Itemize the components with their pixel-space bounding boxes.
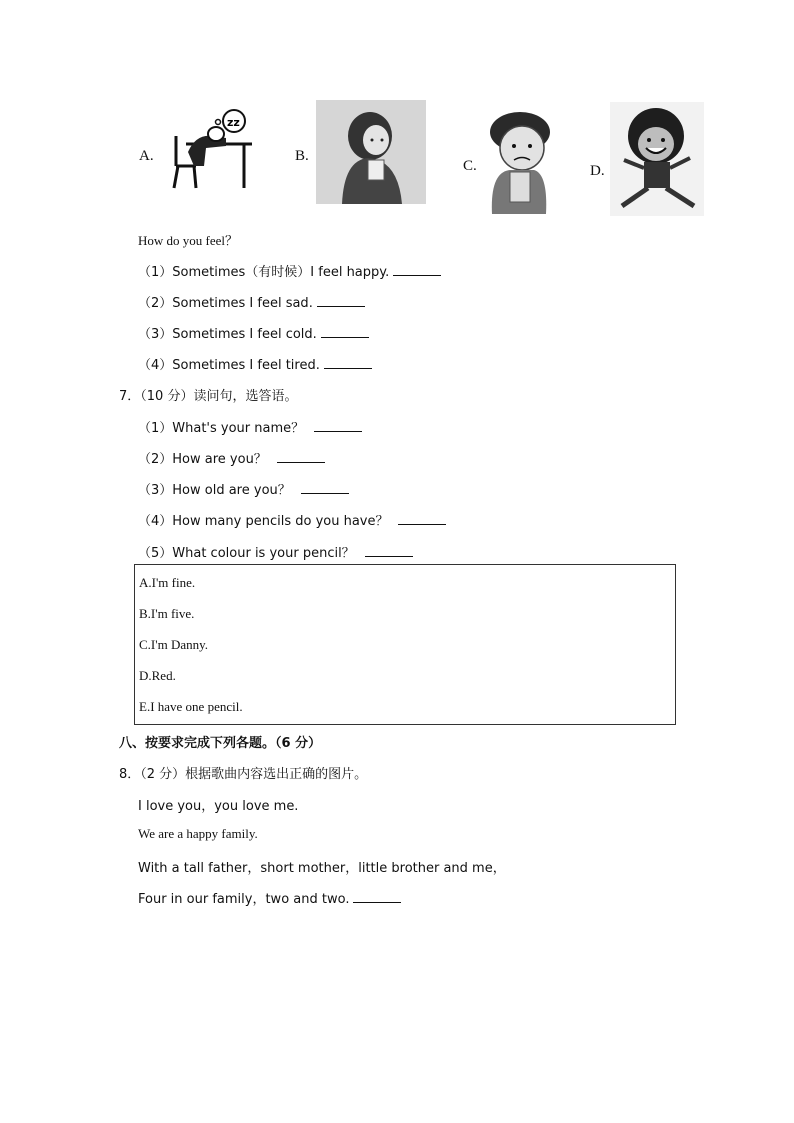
answer-blank[interactable] [365, 545, 413, 557]
q7-item-5 [138, 542, 413, 561]
option-letter-c: C. [463, 158, 477, 174]
q7-item-4-text: （4）How many pencils do you have？ [138, 514, 389, 529]
option-b: B.I'm five. [139, 606, 195, 621]
q6-prompt: How do you feel？ [138, 233, 239, 248]
option-d: D.Red. [139, 668, 176, 683]
lyric-line-4-text: Four in our family，two and two. [138, 892, 350, 907]
q7-title: 7．（10 分）读问句，选答语。 [119, 389, 298, 404]
option-e: E.I have one pencil. [139, 699, 243, 714]
answer-blank[interactable] [353, 891, 401, 903]
answer-blank[interactable] [324, 357, 372, 369]
q6-item-4-text: （4）Sometimes I feel tired. [138, 358, 320, 373]
q8-title: 8．（2 分）根据歌曲内容选出正确的图片。 [119, 767, 368, 782]
q7-item-4 [138, 510, 446, 529]
cold-girl-icon [316, 100, 426, 204]
sleeping-at-desk-icon [166, 108, 256, 190]
sad-boy-icon [486, 110, 554, 214]
q6-item-3-text: （3）Sometimes I feel cold. [138, 327, 317, 342]
q7-item-5-text: （5）What colour is your pencil？ [138, 546, 355, 561]
section-heading: 八、按要求完成下列各题。（6 分） [119, 736, 322, 751]
q7-item-3-text: （3）How old are you？ [138, 483, 291, 498]
answer-blank[interactable] [314, 420, 362, 432]
option-c: C.I'm Danny. [139, 637, 209, 652]
answer-blank[interactable] [277, 451, 325, 463]
q7-item-1 [138, 417, 362, 436]
q6-item-1-text: （1）Sometimes（有时候）I feel happy. [138, 265, 390, 280]
answer-blank[interactable] [301, 482, 349, 494]
option-letter-d: D. [590, 163, 605, 179]
q7-item-1-text: （1）What's your name？ [138, 421, 305, 436]
answer-blank[interactable] [321, 326, 369, 338]
answer-blank[interactable] [393, 264, 441, 276]
q6-item-4 [138, 354, 372, 373]
q6-item-1 [138, 261, 441, 280]
option-letter-b: B. [295, 148, 309, 164]
q7-item-3 [138, 479, 349, 498]
q6-item-2-text: （2）Sometimes I feel sad. [138, 296, 313, 311]
q6-item-3 [138, 323, 369, 342]
answer-blank[interactable] [398, 513, 446, 525]
q7-item-2-text: （2）How are you？ [138, 452, 267, 467]
q6-item-2 [138, 292, 365, 311]
answer-blank[interactable] [317, 295, 365, 307]
option-letter-a: A. [139, 148, 154, 164]
lyric-line-4 [138, 888, 401, 907]
option-a: A.I'm fine. [139, 575, 196, 590]
lyric-line-2: We are a happy family. [138, 826, 258, 841]
lyric-line-3: With a tall father，short mother，little brother and me， [138, 861, 506, 876]
q7-item-2 [138, 448, 325, 467]
svg-text:zz: zz [227, 116, 240, 129]
answer-options-box [134, 564, 676, 725]
happy-jumping-boy-icon [610, 102, 704, 216]
lyric-line-1: I love you，you love me. [138, 799, 299, 814]
